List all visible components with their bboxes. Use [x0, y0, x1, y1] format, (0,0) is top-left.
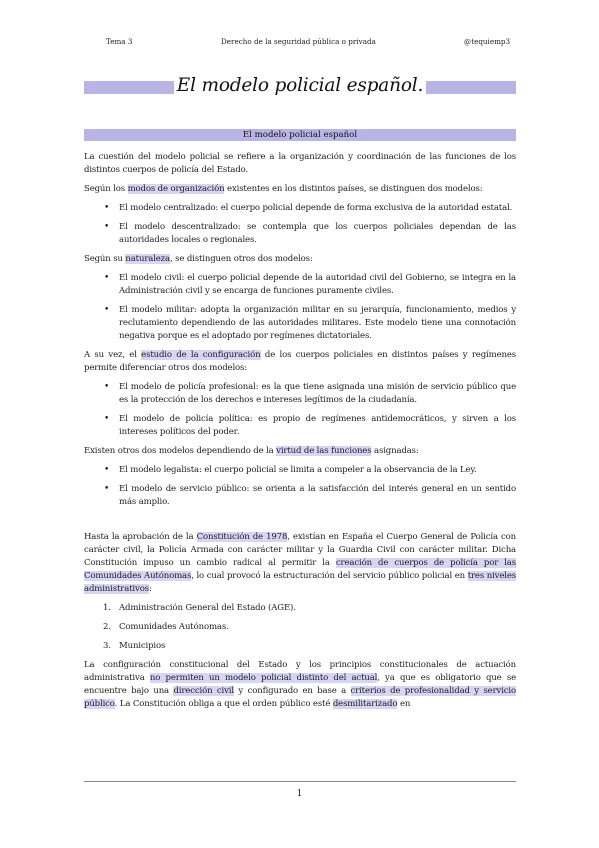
list-item: • El modelo legalista: el cuerpo policial se limita a compeler a la observancia de la Ley. [104, 465, 477, 475]
footer-divider [84, 781, 516, 782]
bullet-icon: • [104, 414, 110, 424]
highlight: no permiten un modelo policial distinto del actual [149, 673, 378, 683]
paragraph: Existen otros dos modelos dependiendo de la virtud de las funciones asignadas: [84, 446, 419, 456]
bullet-icon: • [104, 305, 110, 315]
bullet-icon: • [104, 222, 110, 232]
highlight: dirección civil [173, 686, 234, 696]
page-title: El modelo policial español. [174, 75, 426, 96]
highlight: naturaleza [125, 254, 170, 264]
bullet-icon: • [104, 382, 110, 392]
highlight: criterios de profesionalidad y servicio público [84, 686, 517, 709]
list-item: • El modelo de policía profesional: es la que tiene asignada una misión de servicio público que es la protección de los derechos e intereses legítimos de la ciudadanía. [104, 382, 516, 405]
list-item: 3. Municipios [103, 641, 166, 651]
list-item: • El modelo de servicio público: se orienta a la satisfacción del interés general en un sentido más amplio. [104, 484, 516, 507]
paragraph: Hasta la aprobación de la Constitución de 1978, existían en España el Cuerpo General de Policía con carácter civil, la Policía Armada con carácter militar y la Guardia Civil con carácter militar. Dicha Constitución impuso un cambio radical al permitir la creación de cuerpos de policía por las Comunidades Autónomas, lo cual provocó la estructuración del servicio público policial en tres niveles administrativos: [84, 532, 516, 594]
highlight: estudio de la configuración [141, 350, 261, 360]
header-right: @tequiemp3 [464, 37, 511, 46]
highlight: tres niveles administrativos [84, 571, 516, 594]
header-left: Tema 3 [106, 37, 133, 46]
paragraph: La cuestión del modelo policial se refiere a la organización y coordinación de las funciones de los distintos cuerpos de policía del Estado. [84, 152, 516, 175]
bullet-list [84, 464, 516, 509]
document-body [84, 151, 516, 717]
bullet-icon: • [104, 484, 110, 494]
list-item: • El modelo civil: el cuerpo policial depende de la autoridad civil del Gobierno, se integra en la Administración civil y se encarga de funciones puramente civiles. [104, 273, 516, 296]
numbered-list [84, 602, 516, 653]
highlight: virtud de las funciones [276, 446, 372, 456]
bullet-icon: • [104, 273, 110, 283]
list-number: 3. [103, 641, 111, 651]
header-center: Derecho de la seguridad pública o privada [221, 37, 376, 46]
paragraph: Según su naturaleza, se distinguen otros dos modelos: [84, 254, 313, 264]
list-item: • El modelo centralizado: el cuerpo policial depende de forma exclusiva de la autoridad estatal. [104, 203, 513, 213]
paragraph: A su vez, el estudio de la configuración de los cuerpos policiales en distintos países y regímenes permite diferenciar otros dos modelos: [84, 350, 516, 373]
list-item: • El modelo descentralizado: se contempla que los cuerpos policiales dependan de las autoridades locales o regionales. [104, 222, 516, 245]
bullet-icon: • [104, 203, 110, 213]
page-number: 1 [296, 789, 303, 799]
list-number: 2. [103, 622, 111, 632]
bullet-icon: • [104, 465, 110, 475]
title-banner [84, 73, 516, 107]
paragraph: Según los modos de organización existentes en los distintos países, se distinguen dos modelos: [84, 184, 483, 194]
section-heading: El modelo policial español [84, 129, 516, 141]
bullet-list [84, 202, 516, 247]
paragraph: La configuración constitucional del Estado y los principios constitucionales de actuación administrativa no permiten un modelo policial distinto del actual, ya que es obligatorio que se encuentre bajo una dirección civil y configurado en base a criterios de profesionalidad y servicio público. La Constitución obliga a que el orden público esté desmilitarizado en [84, 660, 517, 709]
list-number: 1. [103, 603, 111, 613]
list-item: 2. Comunidades Autónomas. [103, 622, 229, 632]
list-item: • El modelo de policía política: es propio de regímenes antidemocráticos, y sirven a los intereses políticos del poder. [104, 414, 516, 437]
bullet-list [84, 381, 516, 439]
list-item: 1. Administración General del Estado (AGE). [103, 603, 296, 613]
highlight: modos de organización [127, 184, 225, 194]
list-item: • El modelo militar: adopta la organización militar en su jerarquía, funcionamiento, medios y reclutamiento dependiendo de las autoridades militares. Este modelo tiene una connotación negativa porque es el adoptado por regímenes dictatoriales. [104, 305, 516, 341]
bullet-list [84, 272, 516, 343]
highlight: Constitución de 1978 [196, 532, 288, 542]
highlight: creación de cuerpos de policía por las Comunidades Autónomas [84, 558, 516, 581]
highlight: desmilitarizado [332, 699, 398, 709]
